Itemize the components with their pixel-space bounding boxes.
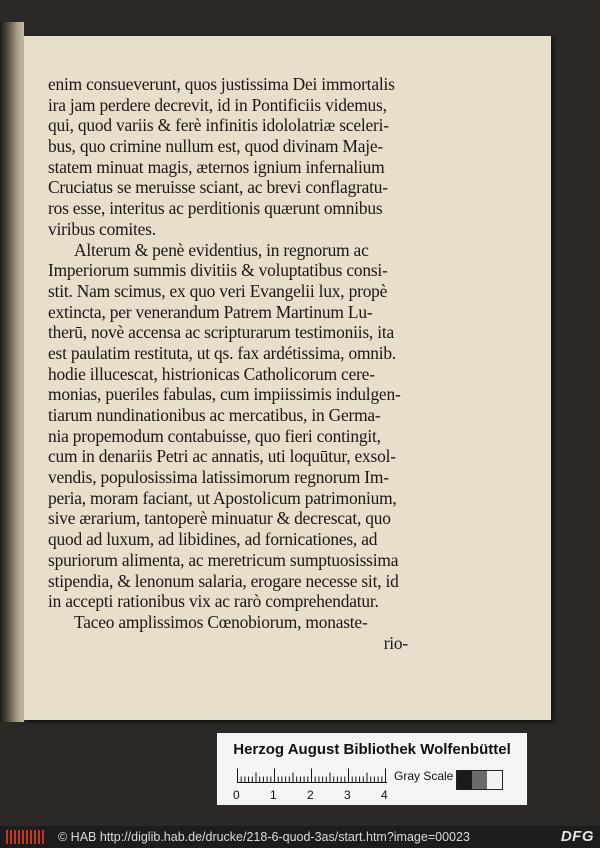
- ruler-label: 2: [307, 788, 314, 802]
- text-line: est paulatim restituta, ut qs. fax ardétissima, omnib.: [48, 342, 397, 363]
- text-line: hodie illucescat, histrionicas Catholicorum cere-: [48, 363, 375, 384]
- ruler-label: 0: [233, 788, 240, 802]
- footer-url[interactable]: © HAB http://diglib.hab.de/drucke/218-6-quod-3as/start.htm?image=00023: [58, 830, 470, 844]
- page-text: [48, 74, 428, 653]
- text-line: tiarum nundinationibus ac mercatibus, in Germa-: [48, 405, 381, 425]
- dfg-logo: DFG: [560, 828, 594, 845]
- text-line: bus, quo crimine nullum est, quod divinam Maje-: [48, 136, 383, 157]
- text-line: statem minuat magis, æternos ignium infernalium: [48, 156, 385, 177]
- text-line: vendis, populosissima latissimorum regnorum Im-: [48, 467, 389, 488]
- color-scale-card: [217, 733, 527, 805]
- text-line: quod ad luxum, ad libidines, ad fornicationes, ad: [48, 529, 378, 550]
- text-line: in accepti rationibus vix ac rarò comprehendatur.: [48, 591, 379, 612]
- text-line: peria, moram faciant, ut Apostolicum patrimonium,: [48, 487, 397, 508]
- ruler-icon: [237, 767, 387, 783]
- text-line: qui, quod variis & ferè infinitis idololatriæ sceleri-: [48, 115, 389, 136]
- previous-page-edge: [0, 22, 24, 722]
- text-line: Taceo amplissimos Cœnobiorum, monaste-: [74, 611, 368, 632]
- text-line: therū, novè accensa ac scripturarum testimoniis, ita: [48, 322, 394, 343]
- text-line: Cruciatus se meruisse sciant, ac brevi conflagratu-: [48, 177, 388, 198]
- text-line: nia propemodum contabuisse, quo fieri contingit,: [48, 425, 381, 446]
- text-line: enim consueverunt, quos justissima Dei immortalis: [48, 74, 395, 94]
- text-line: cum in denariis Petri ac annatis, uti loquūtur, exsol-: [48, 446, 396, 467]
- hab-logo-icon: [6, 830, 44, 844]
- text-line: stit. Nam scimus, ex quo veri Evangelii lux, propè: [48, 280, 388, 301]
- text-line: sive ærarium, tantoperè minuatur & decrescat, quo: [48, 508, 391, 529]
- ruler-labels: [233, 788, 403, 802]
- text-line: ros esse, interitus ac perditionis quærunt omnibus: [48, 198, 383, 219]
- text-line: extincta, per venerandum Patrem Martinum Lu-: [48, 301, 373, 322]
- text-line: viribus comites.: [48, 218, 156, 239]
- text-line: Imperiorum summis divitiis & voluptatibus consi-: [48, 260, 388, 281]
- library-title: Herzog August Bibliothek Wolfenbüttel: [233, 741, 511, 758]
- gray-scale-label: Gray Scale: [394, 769, 454, 783]
- text-line: stipendia, & lenonum salaria, erogare necesse sit, id: [48, 570, 399, 591]
- ruler-label: 3: [344, 788, 351, 802]
- text-line: monias, pueriles fabulas, cum impiissimis indulgen-: [48, 384, 401, 405]
- footer-bar: [0, 826, 600, 848]
- gray-scale-swatch: [456, 770, 503, 790]
- text-line: Alterum & penè evidentius, in regnorum ac: [74, 239, 369, 260]
- catchword: rio-: [383, 632, 408, 653]
- text-line: spuriorum alimenta, ac meretricum sumptuosissima: [48, 549, 399, 570]
- ruler-label: 1: [270, 788, 277, 802]
- text-line: ira jam perdere decrevit, id in Pontificiis videmus,: [48, 94, 387, 115]
- ruler-label: 4: [381, 788, 388, 802]
